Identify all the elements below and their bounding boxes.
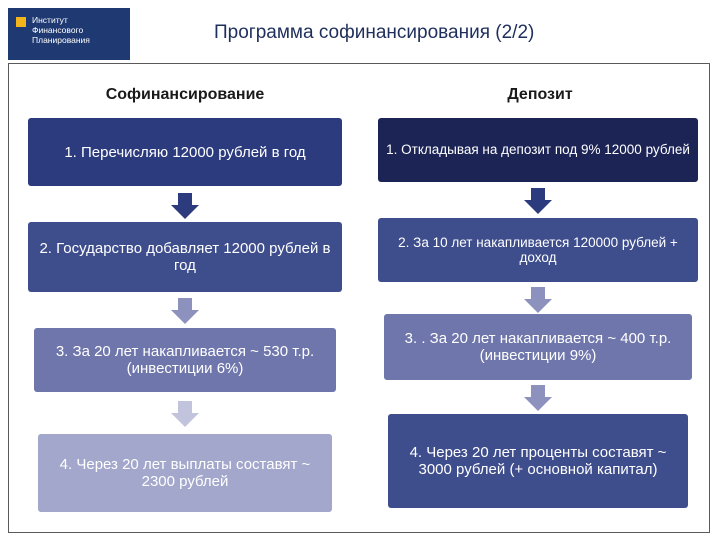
right-step-1-text: 1. Откладывая на депозит под 9% 12000 рублей [386, 142, 690, 157]
right-column-heading: Депозит [507, 86, 573, 103]
right-down-arrow-icon-3 [524, 385, 552, 411]
right-step-3-text: 3. . За 20 лет накапливается ~ 400 т.р. (инвестиции 9%) [404, 330, 672, 364]
left-step-3-text: 3. За 20 лет накапливается ~ 530 т.р. (инвестиции 6%) [55, 343, 315, 377]
left-step-1-text: 1. Перечисляю 12000 рублей в год [64, 143, 306, 161]
right-step-2-text: 2. За 10 лет накапливается 120000 рублей + доход [398, 235, 678, 265]
left-step-2-text: 2. Государство добавляет 12000 рублей в год [39, 240, 331, 274]
right-step-3 [384, 314, 692, 380]
right-step-4-text: 4. Через 20 лет проценты составят ~ 3000 рублей (+ основной капитал) [409, 444, 667, 478]
logo-text: Институт Финансового Планирования [32, 15, 90, 45]
right-step-4 [388, 414, 688, 508]
left-down-arrow-icon-3 [171, 401, 199, 427]
left-step-4 [38, 434, 332, 512]
right-down-arrow-icon-1 [524, 188, 552, 214]
left-down-arrow-icon-2 [171, 298, 199, 324]
left-column-heading: Софинансирование [105, 86, 265, 103]
logo-mark-icon [16, 17, 26, 27]
left-down-arrow-icon-1 [171, 193, 199, 219]
page-title: Программа софинансирования (2/2) [214, 22, 535, 43]
logo [8, 8, 130, 60]
left-step-2 [28, 222, 342, 292]
left-step-3 [34, 328, 336, 392]
left-step-1 [28, 118, 342, 186]
right-step-2 [378, 218, 698, 282]
right-down-arrow-icon-2 [524, 287, 552, 313]
left-step-4-text: 4. Через 20 лет выплаты составят ~ 2300 рублей [59, 456, 311, 490]
right-step-1 [378, 118, 698, 182]
